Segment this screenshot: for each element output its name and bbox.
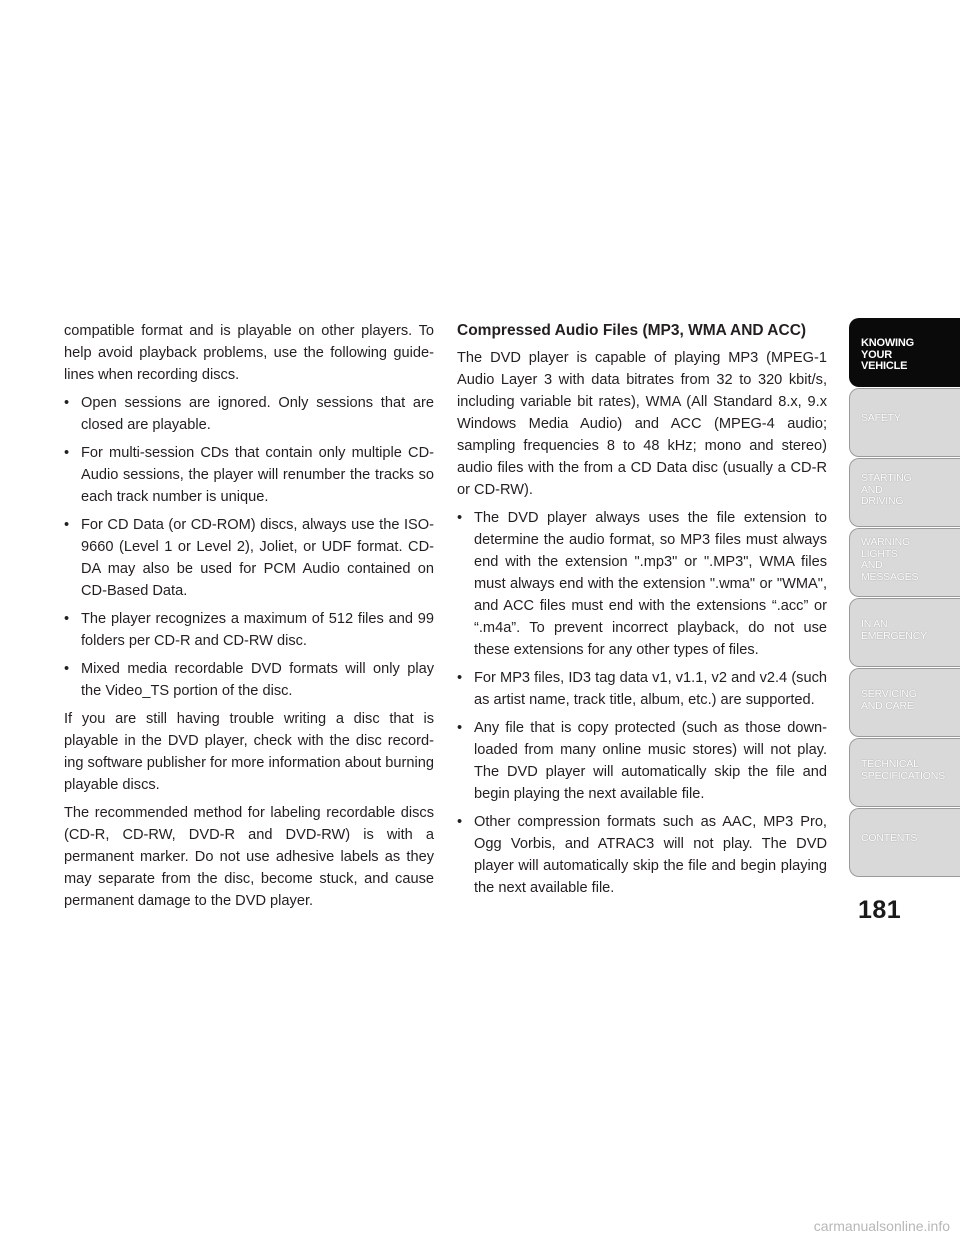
list-item: • Open sessions are ignored. Only sessions that are closed are playable. (64, 392, 434, 436)
list-item: • For MP3 files, ID3 tag data v1, v1.1, v2 and v2.4 (such as artist name, track title, album, etc.) are supported. (457, 667, 827, 711)
labeling-paragraph: The recommended method for labeling recordable discs (CD-R, CD-RW, DVD-R and DVD-RW) is with a permanent marker. Do not use adhesive labels as they may separate from the disc, become stuck, and cause permanent damage to the DVD player. (64, 805, 434, 909)
page-number: 181 (858, 896, 902, 924)
tab-starting-and-driving[interactable]: STARTING AND DRIVING (849, 458, 960, 527)
tab-warning-lights-and-messages[interactable]: WARNING LIGHTS AND MESSAGES (849, 528, 960, 597)
list-item: • For CD Data (or CD-ROM) discs, always use the ISO-9660 (Level 1 or Level 2), Joliet, or UDF format. CD-DA may also be used for PCM Audio contained on CD-Based Data. (64, 514, 434, 602)
right-column (457, 320, 827, 905)
list-item: • For multi-session CDs that contain only multiple CD-Audio sessions, the player will renumber the tracks so each track number is unique. (64, 442, 434, 508)
list-item: • The player recognizes a maximum of 512 files and 99 folders per CD-R and CD-RW disc. (64, 608, 434, 652)
compressed-audio-list (457, 507, 827, 899)
section-heading: Compressed Audio Files (MP3, WMA AND ACC) (457, 322, 807, 339)
compressed-audio-intro: The DVD player is capable of playing MP3 (MPEG-1 Audio Layer 3 with data bitrates from 32 to 320 kbit/s, including variable bit rates), WMA (All Standard 8.x, 9.x Windows Media Audio) and ACC (MPEG-4 audio; sampling frequencies 8 to 48 kHz; mono and stereo) audio files with the from a CD Data disc (usually a CD-R or CD-RW). (457, 350, 827, 498)
tab-in-an-emergency[interactable]: IN AN EMERGENCY (849, 598, 960, 667)
intro-paragraph: compatible format and is playable on other players. To help avoid playback problems, use the following guide-lines when recording discs. (64, 323, 434, 383)
tab-knowing-your-vehicle[interactable]: KNOWING YOUR VEHICLE (849, 318, 960, 387)
recording-guidelines-list (64, 392, 434, 702)
section-tabs (849, 318, 960, 878)
list-item: • The DVD player always uses the file extension to determine the audio format, so MP3 files must always end with the extension ".mp3" or ".MP3", WMA files must always end with the extension ".wma" or "WMA", and ACC files must end with the extensions “.acc” or “.m4a”. To prevent incorrect playback, do not use these extensions for any other types of files. (457, 507, 827, 661)
list-item: • Other compression formats such as AAC, MP3 Pro, Ogg Vorbis, and ATRAC3 will not play. The DVD player will automatically skip the file and begin playing the next available file. (457, 811, 827, 899)
watermark: carmanualsonline.info (813, 1218, 950, 1234)
left-column (64, 320, 434, 918)
tab-technical-specifications[interactable]: TECHNICAL SPECIFICATIONS (849, 738, 960, 807)
list-item: • Mixed media recordable DVD formats will only play the Video_TS portion of the disc. (64, 658, 434, 702)
tab-contents[interactable]: CONTENTS (849, 808, 960, 877)
tab-safety[interactable]: SAFETY (849, 388, 960, 457)
list-item: • Any file that is copy protected (such as those down-loaded from many online music stores) will not play. The DVD player will automatically skip the file and begin playing the next available file. (457, 717, 827, 805)
tab-servicing-and-care[interactable]: SERVICING AND CARE (849, 668, 960, 737)
trouble-paragraph: If you are still having trouble writing a disc that is playable in the DVD player, check with the disc record-ing software publisher for more information about burning playable discs. (64, 711, 434, 793)
